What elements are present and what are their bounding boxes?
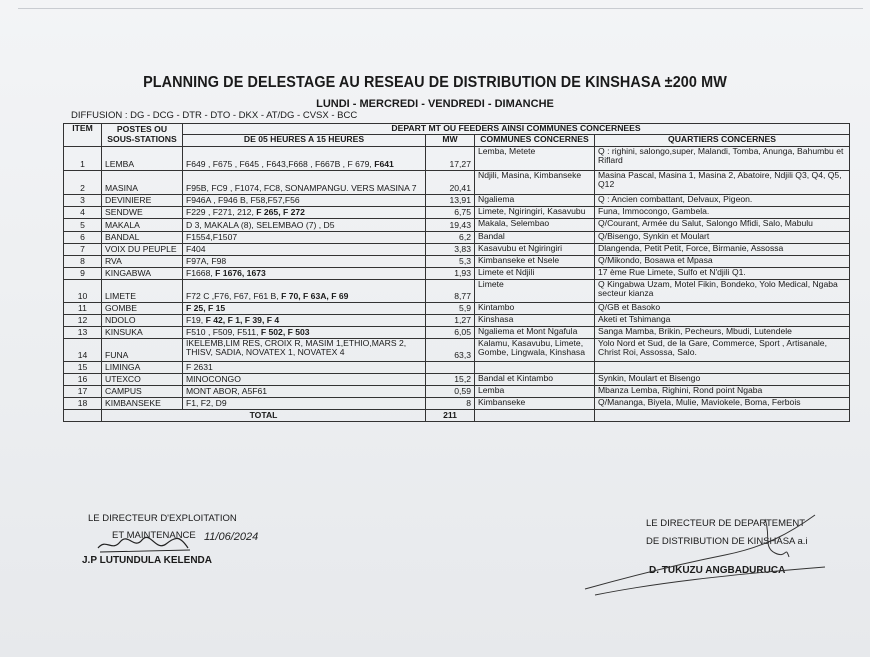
left-signer-title-2: ET MAINTENANCE bbox=[112, 530, 196, 541]
feeders-text: F404 bbox=[186, 244, 206, 254]
mw-cell: 8,77 bbox=[426, 279, 475, 302]
left-signer-name: J.P LUTUNDULA KELENDA bbox=[82, 555, 213, 566]
communes-cell: Lemba bbox=[475, 385, 595, 397]
item-cell: 1 bbox=[64, 146, 102, 170]
header-row-1 bbox=[64, 124, 850, 135]
feeders-cell bbox=[183, 385, 426, 397]
feeders-cell bbox=[183, 326, 426, 338]
item-cell: 16 bbox=[64, 373, 102, 385]
poste-cell: MASINA bbox=[102, 170, 183, 194]
communes-cell: Bandal et Kintambo bbox=[475, 373, 595, 385]
table-row bbox=[64, 302, 850, 314]
item-cell: 2 bbox=[64, 170, 102, 194]
poste-cell: BANDAL bbox=[102, 231, 183, 243]
left-handwritten-signature bbox=[92, 526, 272, 562]
feeders-cell bbox=[183, 279, 426, 302]
item-cell: 11 bbox=[64, 302, 102, 314]
feeders-text: F649 , F675 , F645 , F643,F668 , F667B , F 679, bbox=[186, 159, 375, 169]
quartiers-cell: Yolo Nord et Sud, de la Gare, Commerce, Sport , Artisanale, Christ Roi, Assossa, Salo. bbox=[595, 338, 850, 361]
feeders-bold-text: F 70, F 63A, F 69 bbox=[281, 291, 349, 301]
item-cell: 18 bbox=[64, 397, 102, 409]
total-empty-2 bbox=[475, 409, 595, 421]
poste-cell: SENDWE bbox=[102, 206, 183, 218]
header-group: DEPART MT OU FEEDERS AINSI COMMUNES CONCERNEES bbox=[183, 124, 850, 135]
table-row bbox=[64, 267, 850, 279]
feeders-text: IKELEMB,LIM RES, CROIX R, MASIM 1,ETHIO,MARS 2, THISV, SADIA, NOVATEX 1, NOVATEX 4 bbox=[186, 338, 407, 358]
total-value: 211 bbox=[426, 409, 475, 421]
quartiers-cell: Aketi et Tshimanga bbox=[595, 314, 850, 326]
item-cell: 14 bbox=[64, 338, 102, 361]
poste-cell: UTEXCO bbox=[102, 373, 183, 385]
table-row bbox=[64, 385, 850, 397]
load-shedding-table bbox=[63, 123, 850, 422]
quartiers-cell: Q/Mikondo, Bosawa et Mpasa bbox=[595, 255, 850, 267]
mw-cell: 63,3 bbox=[426, 338, 475, 361]
communes-cell: Limete, Ngiringiri, Kasavubu bbox=[475, 206, 595, 218]
feeders-text: F1554,F1507 bbox=[186, 232, 238, 242]
communes-cell: Kalamu, Kasavubu, Limete, Gombe, Lingwala, Kinshasa bbox=[475, 338, 595, 361]
poste-cell: KIMBANSEKE bbox=[102, 397, 183, 409]
mw-cell: 15,2 bbox=[426, 373, 475, 385]
feeders-cell bbox=[183, 194, 426, 206]
poste-cell: RVA bbox=[102, 255, 183, 267]
feeders-cell bbox=[183, 255, 426, 267]
right-signer-title-2: DE DISTRIBUTION DE KINSHASA a.i bbox=[646, 536, 808, 547]
poste-cell: LEMBA bbox=[102, 146, 183, 170]
poste-cell: MAKALA bbox=[102, 218, 183, 231]
left-signature-date: 11/06/2024 bbox=[204, 531, 259, 543]
feeders-bold-text: F 25, F 15 bbox=[186, 303, 226, 313]
header-postes: POSTES OU SOUS-STATIONS bbox=[102, 124, 183, 147]
poste-cell: LIMINGA bbox=[102, 361, 183, 373]
mw-cell: 13,91 bbox=[426, 194, 475, 206]
item-cell: 4 bbox=[64, 206, 102, 218]
item-cell: 5 bbox=[64, 218, 102, 231]
mw-cell: 0,59 bbox=[426, 385, 475, 397]
table-row bbox=[64, 373, 850, 385]
diffusion-list: DIFFUSION : DG - DCG - DTR - DTO - DKX - AT/DG - CVSX - BCC bbox=[71, 110, 358, 121]
item-cell: 15 bbox=[64, 361, 102, 373]
feeders-cell bbox=[183, 302, 426, 314]
feeders-bold-text: F 265, F 272 bbox=[256, 207, 305, 217]
feeders-text: MONT ABOR, A5F61 bbox=[186, 386, 268, 396]
feeders-bold-text: F641 bbox=[374, 159, 394, 169]
right-signer-title: LE DIRECTEUR DE DEPARTEMENT bbox=[646, 518, 806, 529]
feeders-cell bbox=[183, 373, 426, 385]
header-hours: DE 05 HEURES A 15 HEURES bbox=[183, 134, 426, 146]
mw-cell: 1,27 bbox=[426, 314, 475, 326]
table-row bbox=[64, 255, 850, 267]
communes-cell bbox=[475, 361, 595, 373]
mw-cell bbox=[426, 361, 475, 373]
header-communes: COMMUNES CONCERNES bbox=[475, 134, 595, 146]
feeders-text: F1, F2, D9 bbox=[186, 398, 227, 408]
table-row bbox=[64, 279, 850, 302]
quartiers-cell: Sanga Mamba, Brikin, Pecheurs, Mbudi, Lutendele bbox=[595, 326, 850, 338]
feeders-cell bbox=[183, 243, 426, 255]
mw-cell: 1,93 bbox=[426, 267, 475, 279]
header-mw: MW bbox=[426, 134, 475, 146]
table-row bbox=[64, 361, 850, 373]
table-row bbox=[64, 397, 850, 409]
feeders-bold-text: F 42, F 1, F 39, F 4 bbox=[205, 315, 280, 325]
quartiers-cell: Q/Bisengo, Synkin et Moulart bbox=[595, 231, 850, 243]
poste-cell: FUNA bbox=[102, 338, 183, 361]
communes-cell: Bandal bbox=[475, 231, 595, 243]
table-row bbox=[64, 146, 850, 170]
item-cell: 8 bbox=[64, 255, 102, 267]
right-handwritten-signature bbox=[575, 505, 840, 600]
quartiers-cell: Q : righini, salongo,super, Malandi, Tomba, Anunga, Bahumbu et Riflard bbox=[595, 146, 850, 170]
left-signer-title: LE DIRECTEUR D'EXPLOITATION bbox=[88, 513, 237, 524]
communes-cell: Kinshasa bbox=[475, 314, 595, 326]
communes-cell: Kasavubu et Ngiringiri bbox=[475, 243, 595, 255]
table-row bbox=[64, 231, 850, 243]
feeders-bold-text: F 502, F 503 bbox=[260, 327, 310, 337]
feeders-cell bbox=[183, 338, 426, 361]
mw-cell: 8 bbox=[426, 397, 475, 409]
poste-cell: DEVINIERE bbox=[102, 194, 183, 206]
item-cell: 13 bbox=[64, 326, 102, 338]
quartiers-cell: Masina Pascal, Masina 1, Masina 2, Abatoire, Ndjili Q3, Q4, Q5, Q12 bbox=[595, 170, 850, 194]
total-label: TOTAL bbox=[102, 409, 426, 421]
mw-cell: 3,83 bbox=[426, 243, 475, 255]
item-cell: 7 bbox=[64, 243, 102, 255]
item-cell: 10 bbox=[64, 279, 102, 302]
quartiers-cell: Q/Mananga, Biyela, Mulie, Maviokele, Boma, Ferbois bbox=[595, 397, 850, 409]
mw-cell: 6,2 bbox=[426, 231, 475, 243]
mw-cell: 17,27 bbox=[426, 146, 475, 170]
communes-cell: Ndjili, Masina, Kimbanseke bbox=[475, 170, 595, 194]
total-row bbox=[64, 409, 850, 421]
table-row bbox=[64, 326, 850, 338]
feeders-cell bbox=[183, 206, 426, 218]
quartiers-cell: Dlangenda, Petit Petit, Force, Birmanie, Assossa bbox=[595, 243, 850, 255]
table-row bbox=[64, 170, 850, 194]
table-row bbox=[64, 338, 850, 361]
item-cell: 17 bbox=[64, 385, 102, 397]
right-signer-name: D. TUKUZU ANGBADURUCA bbox=[649, 565, 786, 576]
communes-cell: Kimbanseke bbox=[475, 397, 595, 409]
table-row bbox=[64, 218, 850, 231]
quartiers-cell: Q : Ancien combattant, Delvaux, Pigeon. bbox=[595, 194, 850, 206]
communes-cell: Kimbanseke et Nsele bbox=[475, 255, 595, 267]
feeders-cell bbox=[183, 170, 426, 194]
total-empty bbox=[64, 409, 102, 421]
poste-cell: KINSUKA bbox=[102, 326, 183, 338]
feeders-text: F510 , F509, F511, bbox=[186, 327, 261, 337]
feeders-cell bbox=[183, 267, 426, 279]
feeders-text: F946A , F946 B, F58,F57,F56 bbox=[186, 195, 300, 205]
feeders-cell bbox=[183, 361, 426, 373]
feeders-text: F97A, F98 bbox=[186, 256, 227, 266]
poste-cell: VOIX DU PEUPLE bbox=[102, 243, 183, 255]
mw-cell: 19,43 bbox=[426, 218, 475, 231]
feeders-text: F72 C ,F76, F67, F61 B, bbox=[186, 291, 282, 301]
quartiers-cell: Synkin, Moulart et Bisengo bbox=[595, 373, 850, 385]
quartiers-cell: Q/GB et Basoko bbox=[595, 302, 850, 314]
quartiers-cell bbox=[595, 361, 850, 373]
communes-cell: Limete et Ndjili bbox=[475, 267, 595, 279]
page-title: PLANNING DE DELESTAGE AU RESEAU DE DISTRIBUTION DE KINSHASA ±200 MW bbox=[143, 74, 727, 91]
mw-cell: 5,3 bbox=[426, 255, 475, 267]
poste-cell: KINGABWA bbox=[102, 267, 183, 279]
mw-cell: 6,05 bbox=[426, 326, 475, 338]
mw-cell: 5,9 bbox=[426, 302, 475, 314]
table-row bbox=[64, 243, 850, 255]
feeders-text: F1668, bbox=[186, 268, 216, 278]
item-cell: 3 bbox=[64, 194, 102, 206]
poste-cell: LIMETE bbox=[102, 279, 183, 302]
feeders-text: F 2631 bbox=[186, 362, 213, 372]
communes-cell: Limete bbox=[475, 279, 595, 302]
feeders-bold-text: F 1676, 1673 bbox=[215, 268, 266, 278]
item-cell: 6 bbox=[64, 231, 102, 243]
table-row bbox=[64, 194, 850, 206]
feeders-cell bbox=[183, 397, 426, 409]
page-edge-line bbox=[18, 8, 863, 9]
item-cell: 12 bbox=[64, 314, 102, 326]
feeders-text: MINOCONGO bbox=[186, 374, 241, 384]
quartiers-cell: Mbanza Lemba, Righini, Rond point Ngaba bbox=[595, 385, 850, 397]
communes-cell: Makala, Selembao bbox=[475, 218, 595, 231]
quartiers-cell: Q/Courant, Armée du Salut, Salongo Mfidi, Salo, Mabulu bbox=[595, 218, 850, 231]
mw-cell: 20,41 bbox=[426, 170, 475, 194]
quartiers-cell: Q Kingabwa Uzam, Motel Fikin, Bondeko, Yolo Medical, Ngaba secteur kianza bbox=[595, 279, 850, 302]
feeders-cell bbox=[183, 231, 426, 243]
poste-cell: NDOLO bbox=[102, 314, 183, 326]
table-row bbox=[64, 206, 850, 218]
communes-cell: Ngaliema bbox=[475, 194, 595, 206]
feeders-cell bbox=[183, 218, 426, 231]
table-row bbox=[64, 314, 850, 326]
days-subtitle: LUNDI - MERCREDI - VENDREDI - DIMANCHE bbox=[316, 98, 554, 110]
feeders-cell bbox=[183, 314, 426, 326]
item-cell: 9 bbox=[64, 267, 102, 279]
feeders-text: F19, bbox=[186, 315, 206, 325]
feeders-text: D 3, MAKALA (8), SELEMBAO (7) , D5 bbox=[186, 220, 335, 230]
quartiers-cell: 17 ème Rue Limete, Sulfo et N'djili Q1. bbox=[595, 267, 850, 279]
feeders-cell bbox=[183, 146, 426, 170]
poste-cell: GOMBE bbox=[102, 302, 183, 314]
feeders-text: F229 , F271, 212, bbox=[186, 207, 257, 217]
feeders-text: F95B, FC9 , F1074, FC8, SONAMPANGU. VERS MASINA 7 bbox=[186, 183, 417, 193]
communes-cell: Ngaliema et Mont Ngafula bbox=[475, 326, 595, 338]
communes-cell: Lemba, Metete bbox=[475, 146, 595, 170]
quartiers-cell: Funa, Immocongo, Gambela. bbox=[595, 206, 850, 218]
header-quartiers: QUARTIERS CONCERNES bbox=[595, 134, 850, 146]
mw-cell: 6,75 bbox=[426, 206, 475, 218]
header-item: ITEM bbox=[64, 124, 102, 147]
communes-cell: Kintambo bbox=[475, 302, 595, 314]
poste-cell: CAMPUS bbox=[102, 385, 183, 397]
total-empty-3 bbox=[595, 409, 850, 421]
